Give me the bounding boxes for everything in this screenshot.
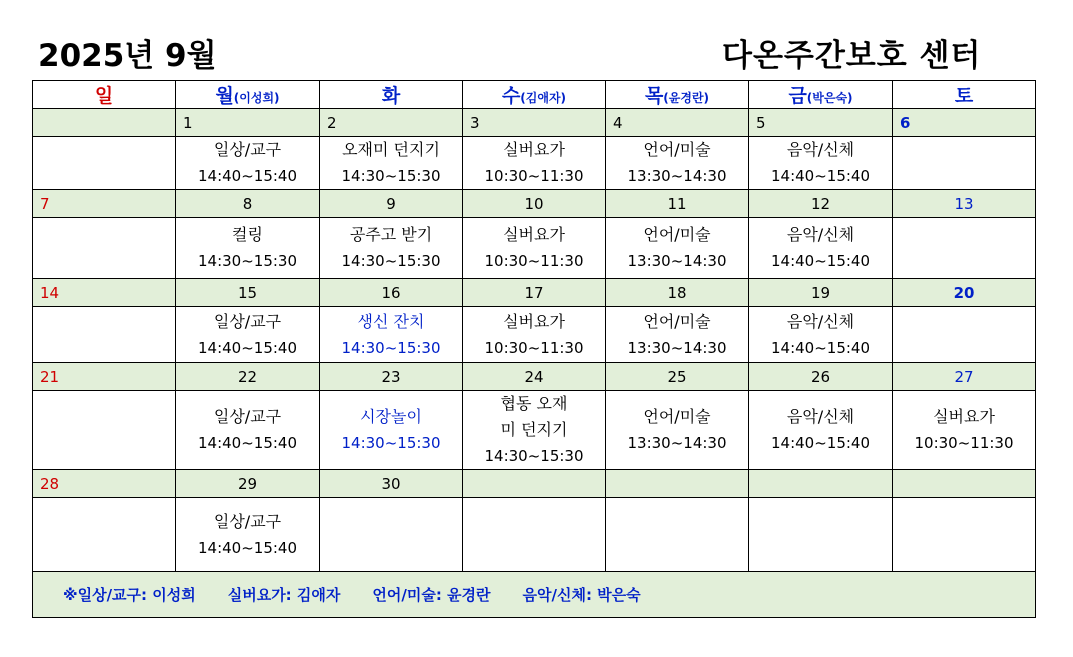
date-cell: 19: [749, 279, 893, 307]
activity-cell: [33, 218, 176, 279]
activity-time: 13:30~14:30: [627, 167, 727, 185]
date-cell: 15: [176, 279, 320, 307]
date-cell: [749, 470, 893, 498]
activity-time: 10:30~11:30: [484, 338, 584, 357]
activity-time: 10:30~11:30: [484, 252, 584, 270]
activity-name: 일상/교구: [213, 407, 282, 426]
activity-cell: [749, 391, 893, 470]
activity-name: 오재미 던지기: [342, 140, 440, 159]
legend-item: 실버요가: 김애자: [227, 586, 341, 604]
date-cell: 6: [893, 109, 1036, 137]
activity-name: 실버요가: [503, 140, 565, 159]
activity-time: 14:40~15:40: [197, 434, 298, 452]
day-header-thu: 목(윤경란): [606, 81, 749, 109]
date-cell: 7: [33, 190, 176, 218]
activity-cell: [606, 218, 749, 279]
date-cell: 10: [463, 190, 606, 218]
activity-time: 14:40~15:40: [197, 538, 298, 557]
activity-time: 14:30~15:30: [197, 252, 298, 270]
date-cell: 1: [176, 109, 320, 137]
day-header-sat: 토: [893, 81, 1036, 109]
activity-cell: [893, 391, 1036, 470]
activity-cell: [176, 137, 320, 190]
activity-name: 언어/미술: [643, 140, 711, 159]
activity-name: 일상/교구: [213, 511, 282, 531]
activity-cell: [176, 498, 320, 572]
day-teacher: (박은숙): [806, 91, 853, 105]
activity-cell: [606, 307, 749, 363]
day-teacher: (이성희): [233, 91, 280, 105]
center-name: 다온주간보호 센터: [722, 38, 982, 74]
day-teacher: (윤경란): [663, 91, 710, 105]
date-cell: [463, 470, 606, 498]
activity-cell: [320, 218, 463, 279]
activity-time: 10:30~11:30: [484, 167, 584, 185]
activity-time: 10:30~11:30: [914, 434, 1014, 452]
activity-cell: [463, 391, 606, 470]
date-cell: 13: [893, 190, 1036, 218]
activity-time: 13:30~14:30: [627, 434, 727, 452]
activity-row: [33, 218, 1036, 279]
activity-row: [33, 307, 1036, 363]
weekday-header-row: [33, 81, 1036, 109]
activity-cell: [176, 391, 320, 470]
activity-name: 실버요가: [933, 407, 995, 426]
activity-cell: [176, 307, 320, 363]
activity-time: 13:30~14:30: [627, 338, 727, 357]
date-cell: 29: [176, 470, 320, 498]
activity-time: 14:30~15:30: [341, 167, 441, 185]
date-cell: 25: [606, 363, 749, 391]
activity-name: 일상/교구: [213, 311, 282, 331]
activity-cell: [749, 498, 893, 572]
activity-time: 14:30~15:30: [341, 434, 441, 452]
activity-cell: [606, 391, 749, 470]
activity-name: 시장놀이: [360, 407, 422, 426]
activity-name: 음악/신체: [786, 407, 855, 426]
date-cell: [606, 470, 749, 498]
activity-name: 음악/신체: [786, 140, 855, 159]
activity-name: 생신 잔치: [357, 311, 425, 331]
activity-row: [33, 137, 1036, 190]
activity-cell: [33, 307, 176, 363]
activity-name: 실버요가: [503, 225, 565, 244]
activity-cell: [893, 137, 1036, 190]
activity-time: 14:30~15:30: [484, 447, 584, 465]
date-cell: 26: [749, 363, 893, 391]
date-cell: 21: [33, 363, 176, 391]
date-cell: 14: [33, 279, 176, 307]
date-cell: 5: [749, 109, 893, 137]
date-cell: 18: [606, 279, 749, 307]
activity-cell: [463, 218, 606, 279]
activity-time: 14:40~15:40: [770, 338, 871, 357]
day-header-mon: 월(이성희): [176, 81, 320, 109]
activity-cell: [463, 498, 606, 572]
activity-cell: [320, 391, 463, 470]
date-row: [33, 470, 1036, 498]
activity-time: 13:30~14:30: [627, 252, 727, 270]
activity-cell: [33, 137, 176, 190]
date-cell: 9: [320, 190, 463, 218]
activity-time: 14:40~15:40: [770, 252, 871, 270]
date-row: [33, 279, 1036, 307]
activity-cell: [749, 218, 893, 279]
date-cell: 22: [176, 363, 320, 391]
day-header-tue: 화: [320, 81, 463, 109]
activity-name: 컬링: [232, 225, 263, 244]
day-header-sun: 일: [33, 81, 176, 109]
activity-time: 14:40~15:40: [197, 338, 298, 357]
date-cell: 20: [893, 279, 1036, 307]
activity-cell: [463, 307, 606, 363]
activity-time: 14:40~15:40: [770, 434, 871, 452]
date-cell: 28: [33, 470, 176, 498]
date-cell: 16: [320, 279, 463, 307]
activity-time: 14:30~15:30: [341, 338, 441, 357]
activity-name: 언어/미술: [643, 311, 711, 331]
teacher-legend: [33, 572, 1036, 618]
legend-item: 언어/미술: 윤경란: [372, 586, 491, 604]
date-cell: 24: [463, 363, 606, 391]
teacher-legend-row: [33, 572, 1036, 618]
activity-name: 언어/미술: [643, 225, 711, 244]
day-header-fri: 금(박은숙): [749, 81, 893, 109]
activity-cell: [749, 137, 893, 190]
legend-item: 음악/신체: 박은숙: [522, 586, 641, 604]
activity-name: 협동 오재미 던지기: [500, 394, 568, 439]
activity-cell: [606, 498, 749, 572]
date-row: [33, 363, 1036, 391]
legend-item: ※일상/교구: 이성희: [63, 586, 196, 604]
activity-cell: [33, 498, 176, 572]
activity-time: 14:30~15:30: [341, 252, 441, 270]
day-header-wed: 수(김애자): [463, 81, 606, 109]
date-cell: [33, 109, 176, 137]
date-cell: 30: [320, 470, 463, 498]
date-cell: 23: [320, 363, 463, 391]
date-cell: 27: [893, 363, 1036, 391]
activity-cell: [893, 498, 1036, 572]
activity-name: 공주고 받기: [349, 225, 433, 244]
activity-cell: [606, 137, 749, 190]
date-cell: 8: [176, 190, 320, 218]
day-teacher: (김애자): [520, 91, 567, 105]
activity-cell: [749, 307, 893, 363]
date-cell: 11: [606, 190, 749, 218]
activity-time: 14:40~15:40: [197, 167, 298, 185]
activity-cell: [893, 218, 1036, 279]
activity-cell: [33, 391, 176, 470]
date-cell: [893, 470, 1036, 498]
date-cell: 4: [606, 109, 749, 137]
schedule-table: [32, 80, 1036, 618]
activity-name: 일상/교구: [213, 140, 282, 159]
date-cell: 12: [749, 190, 893, 218]
activity-cell: [893, 307, 1036, 363]
date-row: [33, 190, 1036, 218]
activity-name: 실버요가: [503, 311, 565, 331]
date-row: [33, 109, 1036, 137]
activity-name: 언어/미술: [643, 407, 711, 426]
activity-cell: [320, 498, 463, 572]
activity-cell: [176, 218, 320, 279]
month-title: 2025년 9월: [38, 38, 217, 74]
date-cell: 17: [463, 279, 606, 307]
date-cell: 2: [320, 109, 463, 137]
activity-cell: [463, 137, 606, 190]
activity-name: 음악/신체: [786, 311, 855, 331]
activity-row: [33, 498, 1036, 572]
activity-cell: [320, 307, 463, 363]
activity-name: 음악/신체: [786, 225, 855, 244]
date-cell: 3: [463, 109, 606, 137]
activity-cell: [320, 137, 463, 190]
activity-time: 14:40~15:40: [770, 167, 871, 185]
activity-row: [33, 391, 1036, 470]
